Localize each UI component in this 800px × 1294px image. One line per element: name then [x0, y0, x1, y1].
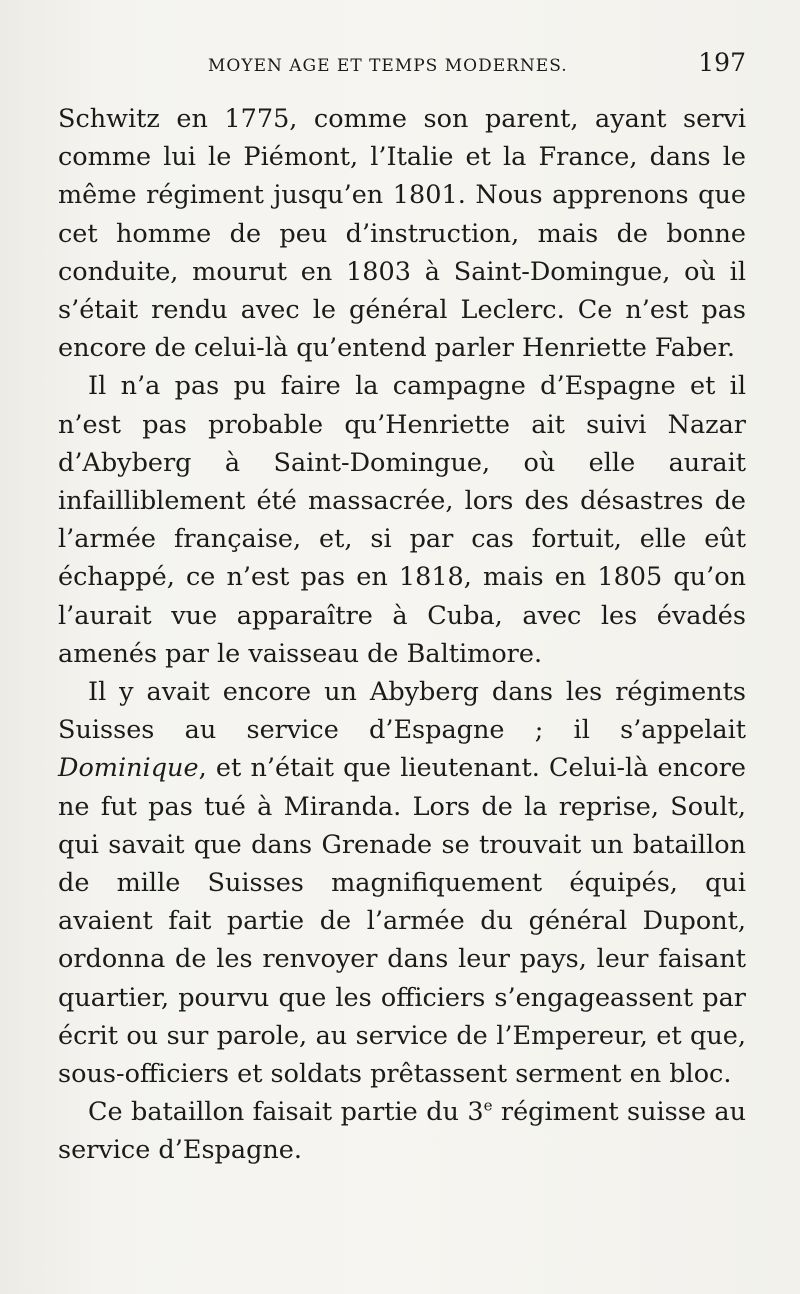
paragraph-3-text-a: Il y avait encore un Abyberg dans les régiments Suisses au service d’Espagne ; il s’appelait: [58, 677, 746, 746]
running-title: MOYEN AGE ET TEMPS MODERNES.: [208, 56, 568, 76]
ordinal-superscript: e: [483, 1096, 493, 1115]
paragraph-4-text-a: Ce bataillon faisait partie du 3: [88, 1097, 484, 1128]
paragraph-1: Schwitz en 1775, comme son parent, ayant servi comme lui le Piémont, l’Italie et la France, dans le même régiment jusqu’en 1801. Nous apprenons que cet homme de peu d’instruction, mais de bonne conduite, mourut en 1803 à Saint-Domingue, où il s’était rendu avec le général Leclerc. Ce n’est pas encore de celui-là qu’entend parler Henriette Faber.: [58, 104, 746, 364]
page-number: 197: [698, 48, 746, 77]
italic-name: Dominique: [58, 753, 199, 784]
paragraph-2: Il n’a pas pu faire la campagne d’Espagne et il n’est pas probable qu’Henriette ait suivi Nazar d’Abyberg à Saint-Domingue, où elle aurait infailliblement été massacrée, lors des désastres de l’armée française, et, si par cas fortuit, elle eût échappé, ce n’est pas en 1818, mais en 1805 qu’on l’aurait vue apparaître à Cuba, avec les évadés amenés par le vaisseau de Baltimore.: [58, 371, 746, 669]
body-text: [58, 100, 746, 1170]
paragraph-3: [58, 673, 746, 1093]
paragraph-3-text-b: , et n’était que lieutenant. Celui-là encore ne fut pas tué à Miranda. Lors de la reprise, Soult, qui savait que dans Grenade se trouvait un bataillon de mille Suisses magnifiquement équipés, qui avaient fait partie de l’armée du général Dupont, ordonna de les renvoyer dans leur pays, leur faisant quartier, pourvu que les officiers s’engageassent par écrit ou sur parole, au service de l’Empereur, et que, sous-officiers et soldats prêtassent serment en bloc.: [58, 753, 746, 1090]
paragraph-4: [58, 1093, 746, 1169]
running-head: [208, 48, 746, 88]
paragraph-4-text-b: régiment suisse au service d’Espagne.: [58, 1097, 746, 1166]
